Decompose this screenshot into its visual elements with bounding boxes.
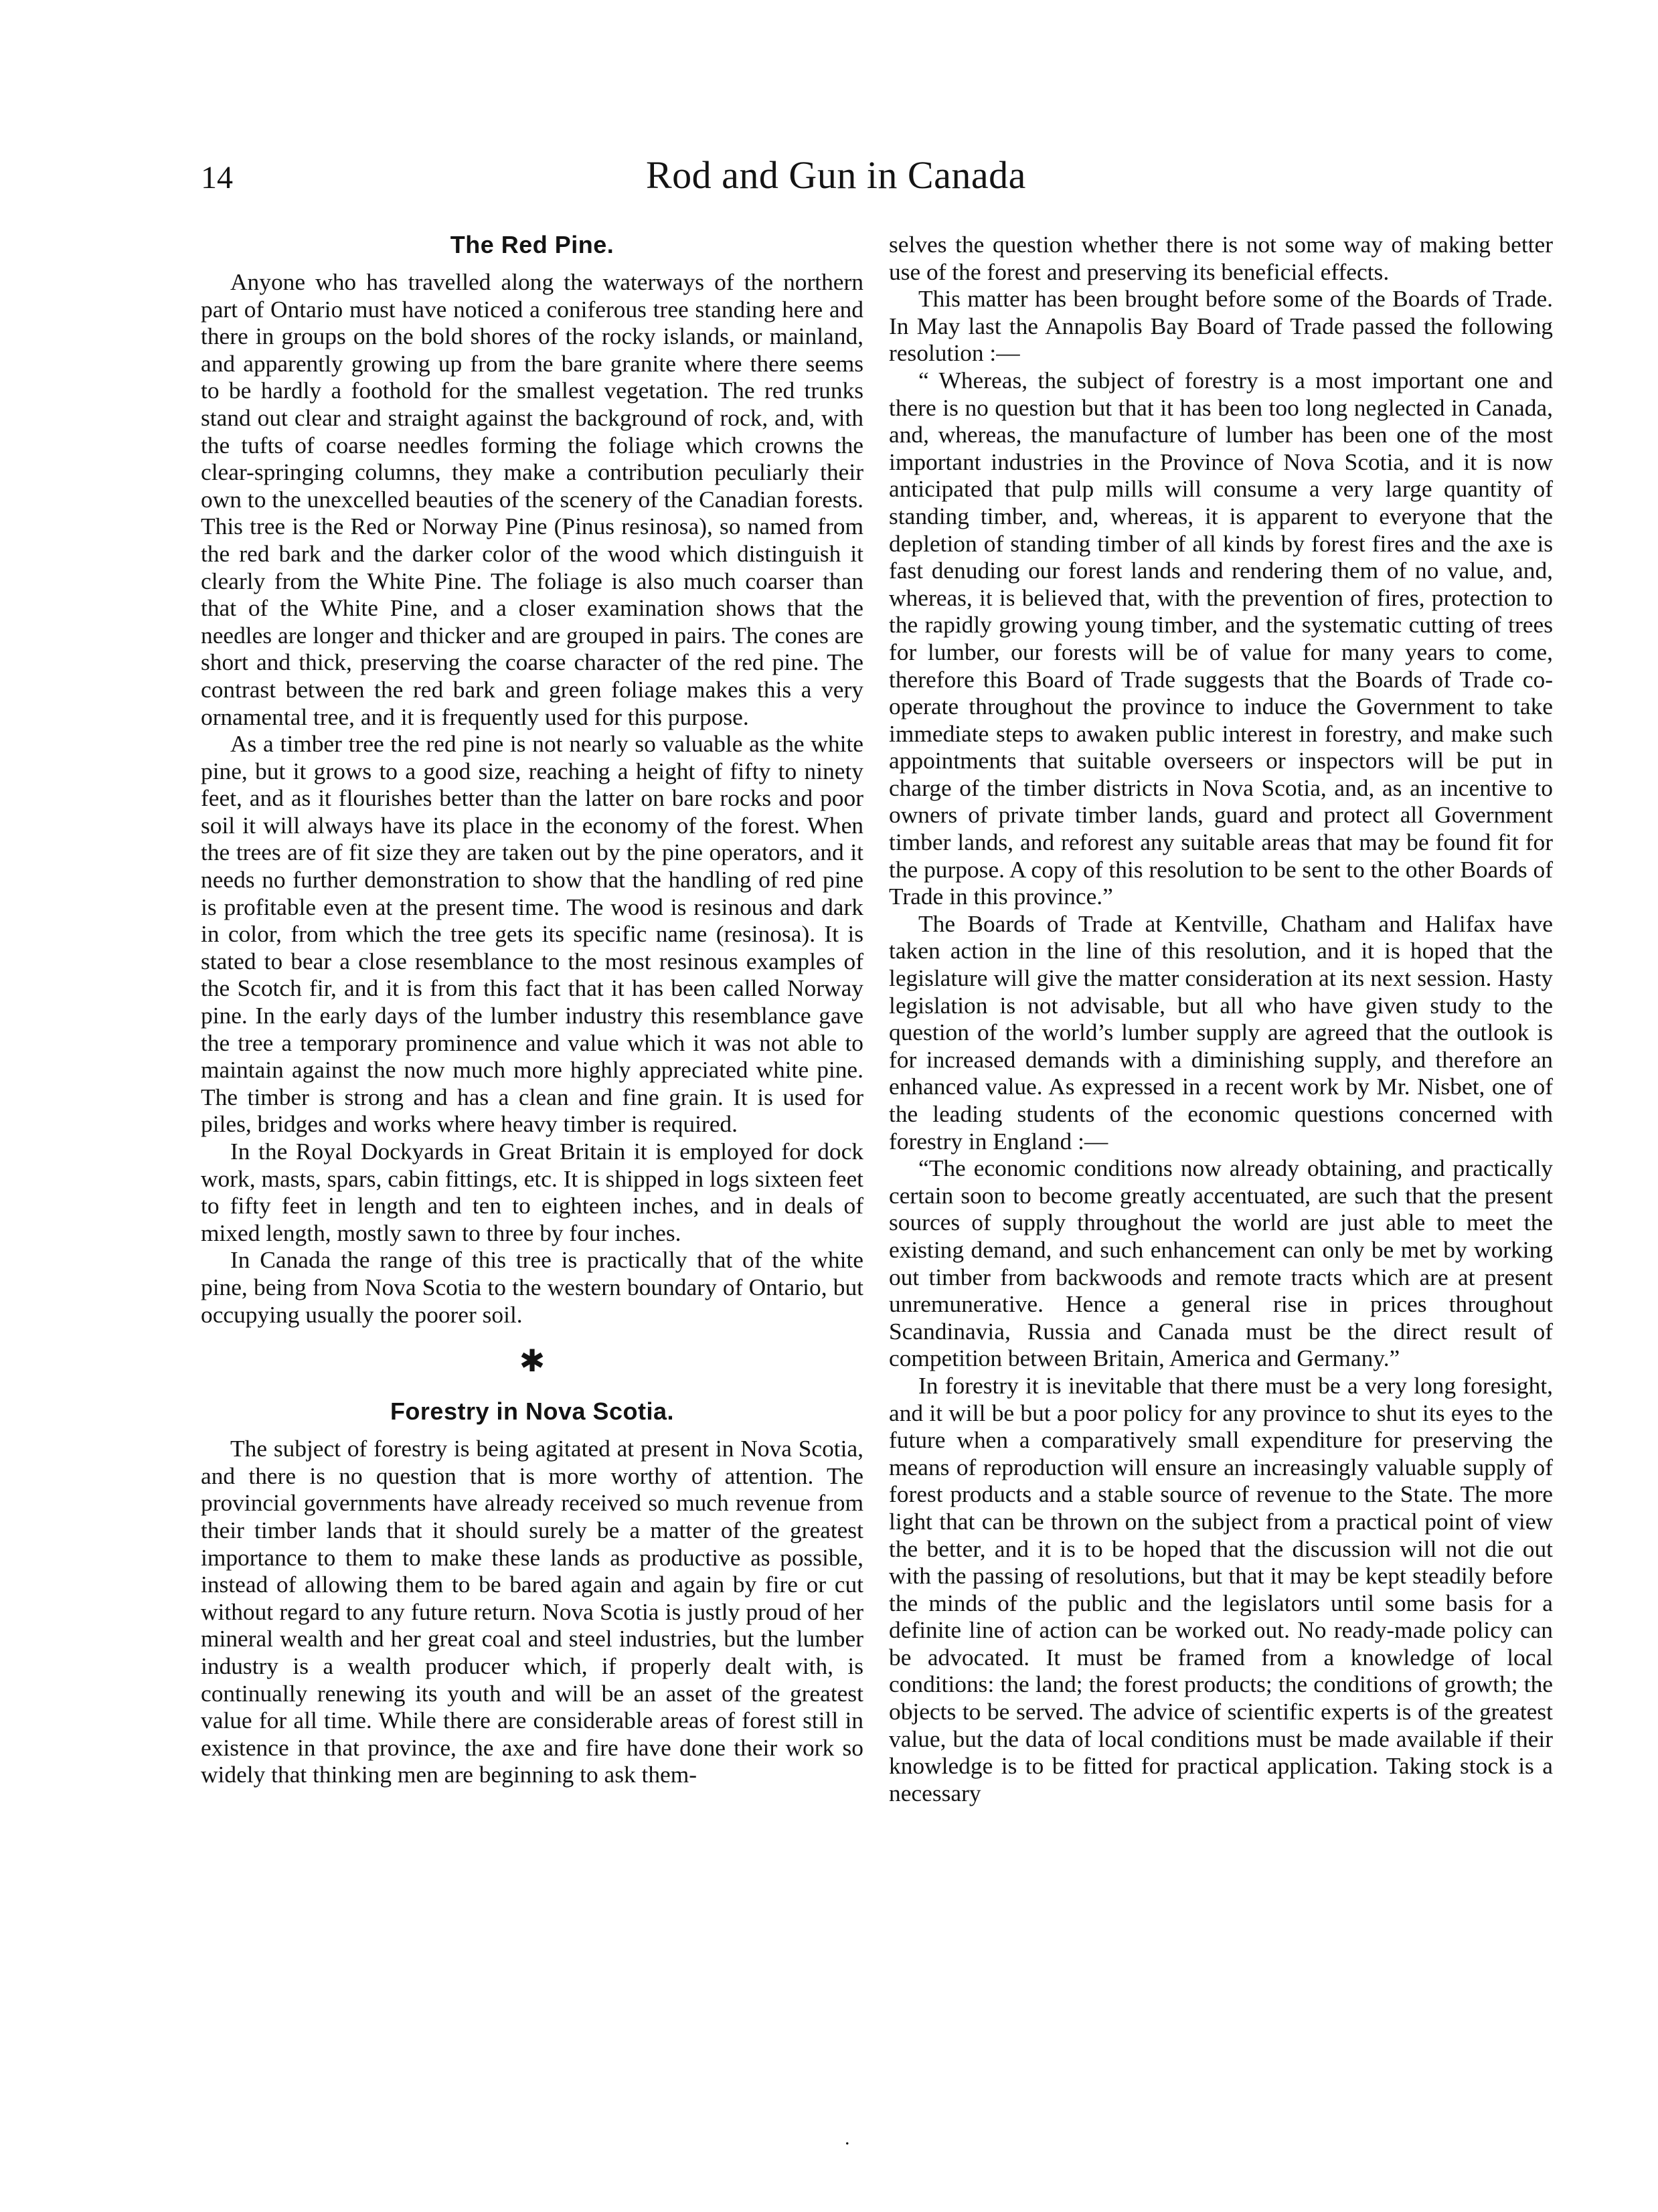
- red-pine-paragraph: In Canada the range of this tree is practically that of the white pine, being from Nova Scotia to the western boundary of Ontario, but occupying usually the poorer soil.: [201, 1246, 863, 1328]
- page-number: 14: [201, 160, 233, 195]
- left-column: [201, 231, 863, 1788]
- page-header: [0, 153, 1658, 213]
- section-ornament: ✱: [519, 1344, 546, 1379]
- nisbet-quote: “The economic conditions now already obtaining, and practically certain soon to become greatly accentuated, are such that the present sources of supply throughout the world are just able to meet the existing demand, and such enhancement can only be met by working out timber from backwoods and remote tracts which are at present unremunerative. Hence a general rise in prices throughout Scandinavia, Russia and Canada must be the direct result of competition between Britain, America and Germany.”: [889, 1155, 1553, 1372]
- forestry-paragraph: In forestry it is inevitable that there must be a very long foresight, and it will be but a poor policy for any province to shut its eyes to the future when a comparatively small expenditure for preserving the means of reproduction will ensure an increasingly valuable supply of forest products and a stable source of revenue to the State. The more light that can be thrown on the subject from a practical point of view the better, and it is to be hoped that the discussion will not die out with the passing of resolutions, but that it may be kept steadily before the minds of the public and the legislators until some basis for a definite line of action can be worked out. No ready-made policy can be advocated. It must be framed from a knowledge of local conditions: the land; the forest products; the conditions of growth; the objects to be served. The advice of scientific experts is of the greatest value, but the data of local conditions must be made available if their knowledge is to be fitted for practical application. Taking stock is a necessary: [889, 1371, 1553, 1806]
- red-pine-paragraph: Anyone who has travelled along the waterways of the northern part of Ontario must have noticed a coniferous tree standing here and there in groups on the bold shores of the rocky islands, or mainland, and apparently growing up from the bare granite where there seems to be hardly a foothold for the smallest vegetation. The red trunks stand out clear and straight against the background of rock, and, with the tufts of coarse needles forming the foliage which crowns the clear-springing columns, they make a contribution peculiarly their own to the unexcelled beauties of the scenery of the Canadian forests. This tree is the Red or Norway Pine (Pinus resinosa), so named from the red bark and the darker color of the wood which distinguish it clearly from the White Pine. The foliage is also much coarser than that of the White Pine, and a closer examination shows that the needles are longer and thicker and are grouped in pairs. The cones are short and thick, preserving the coarse character of the red pine. The contrast between the red bark and green foliage makes this a very ornamental tree, and it is frequently used for this purpose.: [201, 268, 863, 730]
- forestry-paragraph: This matter has been brought before some of the Boards of Trade. In May last the Annapolis Bay Board of Trade passed the following resolution :—: [889, 285, 1553, 367]
- footer-mark: .: [845, 2127, 850, 2149]
- right-column: [889, 231, 1553, 1806]
- forestry-paragraph: The Boards of Trade at Kentville, Chatham and Halifax have taken action in the line of this resolution, and it is hoped that the legislature will give the matter consideration at its next session. Hasty legislation is not advisable, but all who have given study to the question of the world’s lumber supply are agreed that the outlook is for increased demands with a diminishing supply, and therefore an enhanced value. As expressed in a recent work by Mr. Nisbet, one of the leading students of the economic questions concerned with forestry in England :—: [889, 910, 1553, 1155]
- journal-title: Rod and Gun in Canada: [646, 153, 1026, 197]
- red-pine-paragraph: As a timber tree the red pine is not nearly so valuable as the white pine, but it grows to a good size, reaching a height of fifty to ninety feet, and as it flourishes better than the latter on bare rocks and poor soil it will always have its place in the economy of the forest. When the trees are of fit size they are taken out by the pine operators, and it needs no further demonstration to show that the handling of red pine is profitable even at the present time. The wood is resinous and dark in color, from which the tree gets its specific name (resinosa). It is stated to bear a close resemblance to the most resinous examples of the Scotch fir, and it is from this fact that it has been called Norway pine. In the early days of the lumber industry this resemblance gave the tree a temporary prominence and value which it was not able to maintain against the now much more highly appreciated white pine. The timber is strong and has a clean and fine grain. It is used for piles, bridges and works where heavy timber is required.: [201, 730, 863, 1138]
- forestry-paragraph: The subject of forestry is being agitated at present in Nova Scotia, and there is no question that is more worthy of attention. The provincial governments have already received so much revenue from their timber lands that it should surely be a matter of the greatest importance to them to make these lands as productive as possible, instead of allowing them to be bared again and again by fire or cut without regard to any future return. Nova Scotia is justly proud of her mineral wealth and her great coal and steel industries, but the lumber industry is a wealth producer which, if properly dealt with, is continually renewing its youth and will be an asset of the greatest value for all time. While there are considerable areas of forest still in existence in that province, the axe and fire have done their work so widely that thinking men are beginning to ask them-: [201, 1435, 863, 1788]
- forestry-continuation: selves the question whether there is not some way of making better use of the forest and preserving its beneficial effects.: [889, 231, 1553, 285]
- forestry-title: Forestry in Nova Scotia.: [390, 1397, 675, 1426]
- red-pine-title: The Red Pine.: [450, 231, 614, 258]
- red-pine-paragraph: In the Royal Dockyards in Great Britain it is employed for dock work, masts, spars, cabin fittings, etc. It is shipped in logs sixteen feet to fifty feet in length and ten to eighteen inches, and in deals of mixed length, mostly sawn to three by four inches.: [201, 1138, 863, 1246]
- resolution-quote: “ Whereas, the subject of forestry is a most important one and there is no question but that it has been too long neglected in Canada, and, whereas, the manufacture of lumber has been one of the most important industries in the Province of Nova Scotia, and it is now anticipated that pulp mills will consume a very large quantity of standing timber, and, whereas, it is apparent to everyone that the depletion of standing timber of all kinds by forest fires and the axe is fast denuding our forest lands and rendering them of no value, and, whereas, it is believed that, with the prevention of fires, protection to the rapidly growing young timber, and the systematic cutting of trees for lumber, our forests will be of value for many years to come, therefore this Board of Trade suggests that the Boards of Trade co-operate throughout the province to induce the Government to take immediate steps to awaken public interest in forestry, and make such appointments that suitable overseers or inspectors will be put in charge of the timber districts in Nova Scotia, and, as an incentive to owners of private timber lands, guard and protect all Government timber lands, and reforest any suitable areas that may be found fit for the purpose. A copy of this resolution to be sent to the other Boards of Trade in this province.”: [889, 366, 1553, 910]
